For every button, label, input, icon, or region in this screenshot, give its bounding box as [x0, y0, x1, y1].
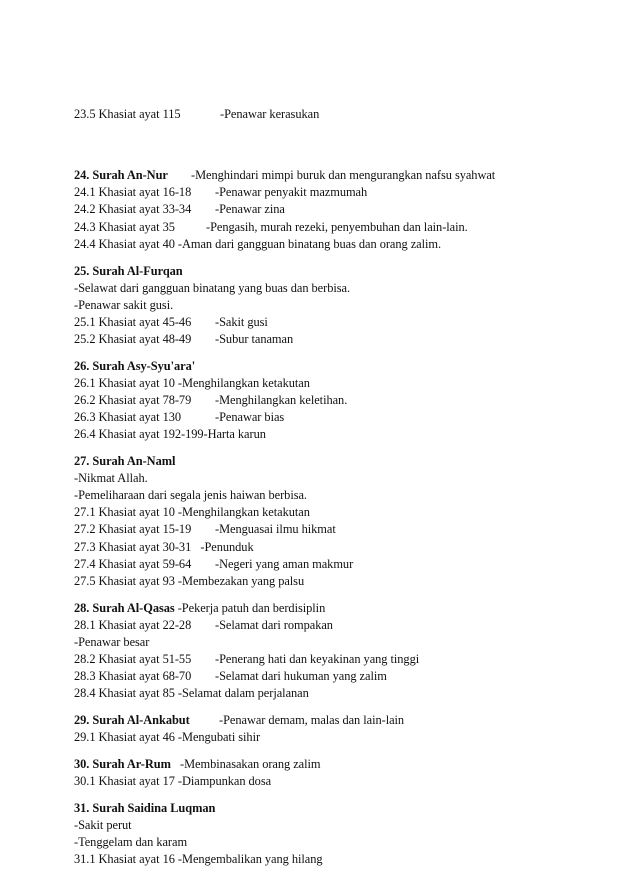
content-line [74, 487, 564, 504]
section-gap [74, 348, 564, 358]
section-gap [74, 443, 564, 453]
line-text: 25.1 Khasiat ayat 45-46 [74, 314, 192, 329]
line-text: 24.3 Khasiat ayat 35 [74, 219, 175, 234]
section-heading-note: -Penawar demam, malas dan lain-lain [219, 712, 405, 727]
content-line [74, 280, 564, 297]
content-line [74, 314, 564, 331]
content-line [74, 426, 564, 443]
section-gap [74, 157, 564, 167]
content-line [74, 539, 564, 556]
section-gap [74, 746, 564, 756]
line-text: 24.1 Khasiat ayat 16-18 [74, 185, 192, 200]
sections [74, 157, 564, 868]
content-line [74, 729, 564, 746]
content-line [74, 834, 564, 851]
line-text: -Nikmat Allah. [74, 471, 148, 486]
line-text: -Penawar sakit gusi. [74, 297, 174, 312]
section-heading: 28. Surah Al-Qasas [74, 600, 175, 615]
section-gap [74, 590, 564, 600]
document-page [74, 72, 564, 885]
line-text: 31.1 Khasiat ayat 16 -Mengembalikan yang hilang [74, 852, 323, 867]
section-heading-note: -Pekerja patuh dan berdisiplin [174, 600, 326, 615]
top-line [74, 106, 564, 123]
section-heading-note: -Membinasakan orang zalim [170, 756, 321, 771]
line-text: 23.5 Khasiat ayat 115 [74, 107, 181, 122]
section-heading: 27. Surah An-Naml [74, 454, 176, 469]
section-gap [74, 702, 564, 712]
content-line [74, 236, 564, 253]
line-text: 25.2 Khasiat ayat 48-49 [74, 331, 192, 346]
content-line [74, 219, 564, 236]
line-text: 28.2 Khasiat ayat 51-55 [74, 651, 192, 666]
section-heading-line [74, 756, 564, 773]
section-gap [74, 790, 564, 800]
line-text: -Tenggelam dan karam [74, 835, 188, 850]
content-line [74, 504, 564, 521]
line-text: 28.4 Khasiat ayat 85 -Selamat dalam perjalanan [74, 686, 309, 701]
line-text: 27.2 Khasiat ayat 15-19 [74, 522, 192, 537]
content-line [74, 375, 564, 392]
line-text: 28.1 Khasiat ayat 22-28 [74, 617, 192, 632]
section-heading-note: -Menghindari mimpi buruk dan mengurangkan nafsu syahwat [191, 168, 496, 183]
content-line [74, 331, 564, 348]
section-heading-line [74, 263, 564, 280]
section-gap [74, 253, 564, 263]
line-note: -Negeri yang aman makmur [215, 556, 354, 571]
content-line [74, 617, 564, 634]
line-note: -Selamat dari hukuman yang zalim [215, 668, 387, 683]
line-note: -Penawar kerasukan [220, 107, 320, 122]
content-line [74, 634, 564, 651]
line-text: -Sakit perut [74, 818, 132, 833]
section-heading: 29. Surah Al-Ankabut [74, 712, 190, 727]
content-line [74, 297, 564, 314]
line-text: 29.1 Khasiat ayat 46 -Mengubati sihir [74, 730, 261, 745]
line-text: 26.4 Khasiat ayat 192-199-Harta karun [74, 427, 266, 442]
line-text: 28.3 Khasiat ayat 68-70 [74, 668, 192, 683]
line-note: -Penawar zina [215, 202, 285, 217]
line-note: -Penawar penyakit mazmumah [215, 185, 368, 200]
section-heading-line [74, 453, 564, 470]
line-text: 27.5 Khasiat ayat 93 -Membezakan yang palsu [74, 573, 305, 588]
content-line [74, 685, 564, 702]
section-heading: 25. Surah Al-Furqan [74, 263, 183, 278]
line-note: -Selamat dari rompakan [215, 617, 333, 632]
line-text: 26.1 Khasiat ayat 10 -Menghilangkan ketakutan [74, 375, 310, 390]
content-line [74, 409, 564, 426]
line-note: -Pengasih, murah rezeki, penyembuhan dan lain-lain. [206, 219, 468, 234]
section-heading: 30. Surah Ar-Rum [74, 756, 171, 771]
line-text: -Pemeliharaan dari segala jenis haiwan berbisa. [74, 488, 307, 503]
content-line [74, 470, 564, 487]
line-note: -Subur tanaman [215, 331, 294, 346]
line-text: -Selawat dari gangguan binatang yang buas dan berbisa. [74, 280, 350, 295]
line-text: 24.4 Khasiat ayat 40 -Aman dari gangguan binatang buas dan orang zalim. [74, 236, 442, 251]
content-line [74, 556, 564, 573]
content-line [74, 668, 564, 685]
line-note: -Sakit gusi [215, 314, 268, 329]
section-heading-line [74, 600, 564, 617]
line-text: 30.1 Khasiat ayat 17 -Diampunkan dosa [74, 774, 272, 789]
content-line [74, 573, 564, 590]
line-text: 27.1 Khasiat ayat 10 -Menghilangkan ketakutan [74, 505, 310, 520]
section-heading: 26. Surah Asy-Syu'ara' [74, 358, 196, 373]
line-text: -Penawar besar [74, 634, 150, 649]
line-note: -Penerang hati dan keyakinan yang tinggi [215, 651, 420, 666]
line-text: 26.2 Khasiat ayat 78-79 [74, 392, 192, 407]
content-line [74, 201, 564, 218]
section-heading: 31. Surah Saidina Luqman [74, 800, 216, 815]
content-line [74, 392, 564, 409]
section-heading-line [74, 712, 564, 729]
section-heading-line [74, 800, 564, 817]
line-note: -Menghilangkan keletihan. [215, 392, 348, 407]
content-line [74, 184, 564, 201]
section-heading-line [74, 358, 564, 375]
content-line [74, 651, 564, 668]
content-line [74, 773, 564, 790]
section-heading-line [74, 167, 564, 184]
line-text: 27.4 Khasiat ayat 59-64 [74, 556, 192, 571]
line-note: -Penawar bias [215, 410, 285, 425]
line-note: -Menguasai ilmu hikmat [215, 522, 336, 537]
section-heading: 24. Surah An-Nur [74, 168, 168, 183]
content-line [74, 851, 564, 868]
content-line [74, 521, 564, 538]
line-text: 27.3 Khasiat ayat 30-31 -Penunduk [74, 539, 254, 554]
line-text: 26.3 Khasiat ayat 130 [74, 410, 181, 425]
line-text: 24.2 Khasiat ayat 33-34 [74, 202, 192, 217]
